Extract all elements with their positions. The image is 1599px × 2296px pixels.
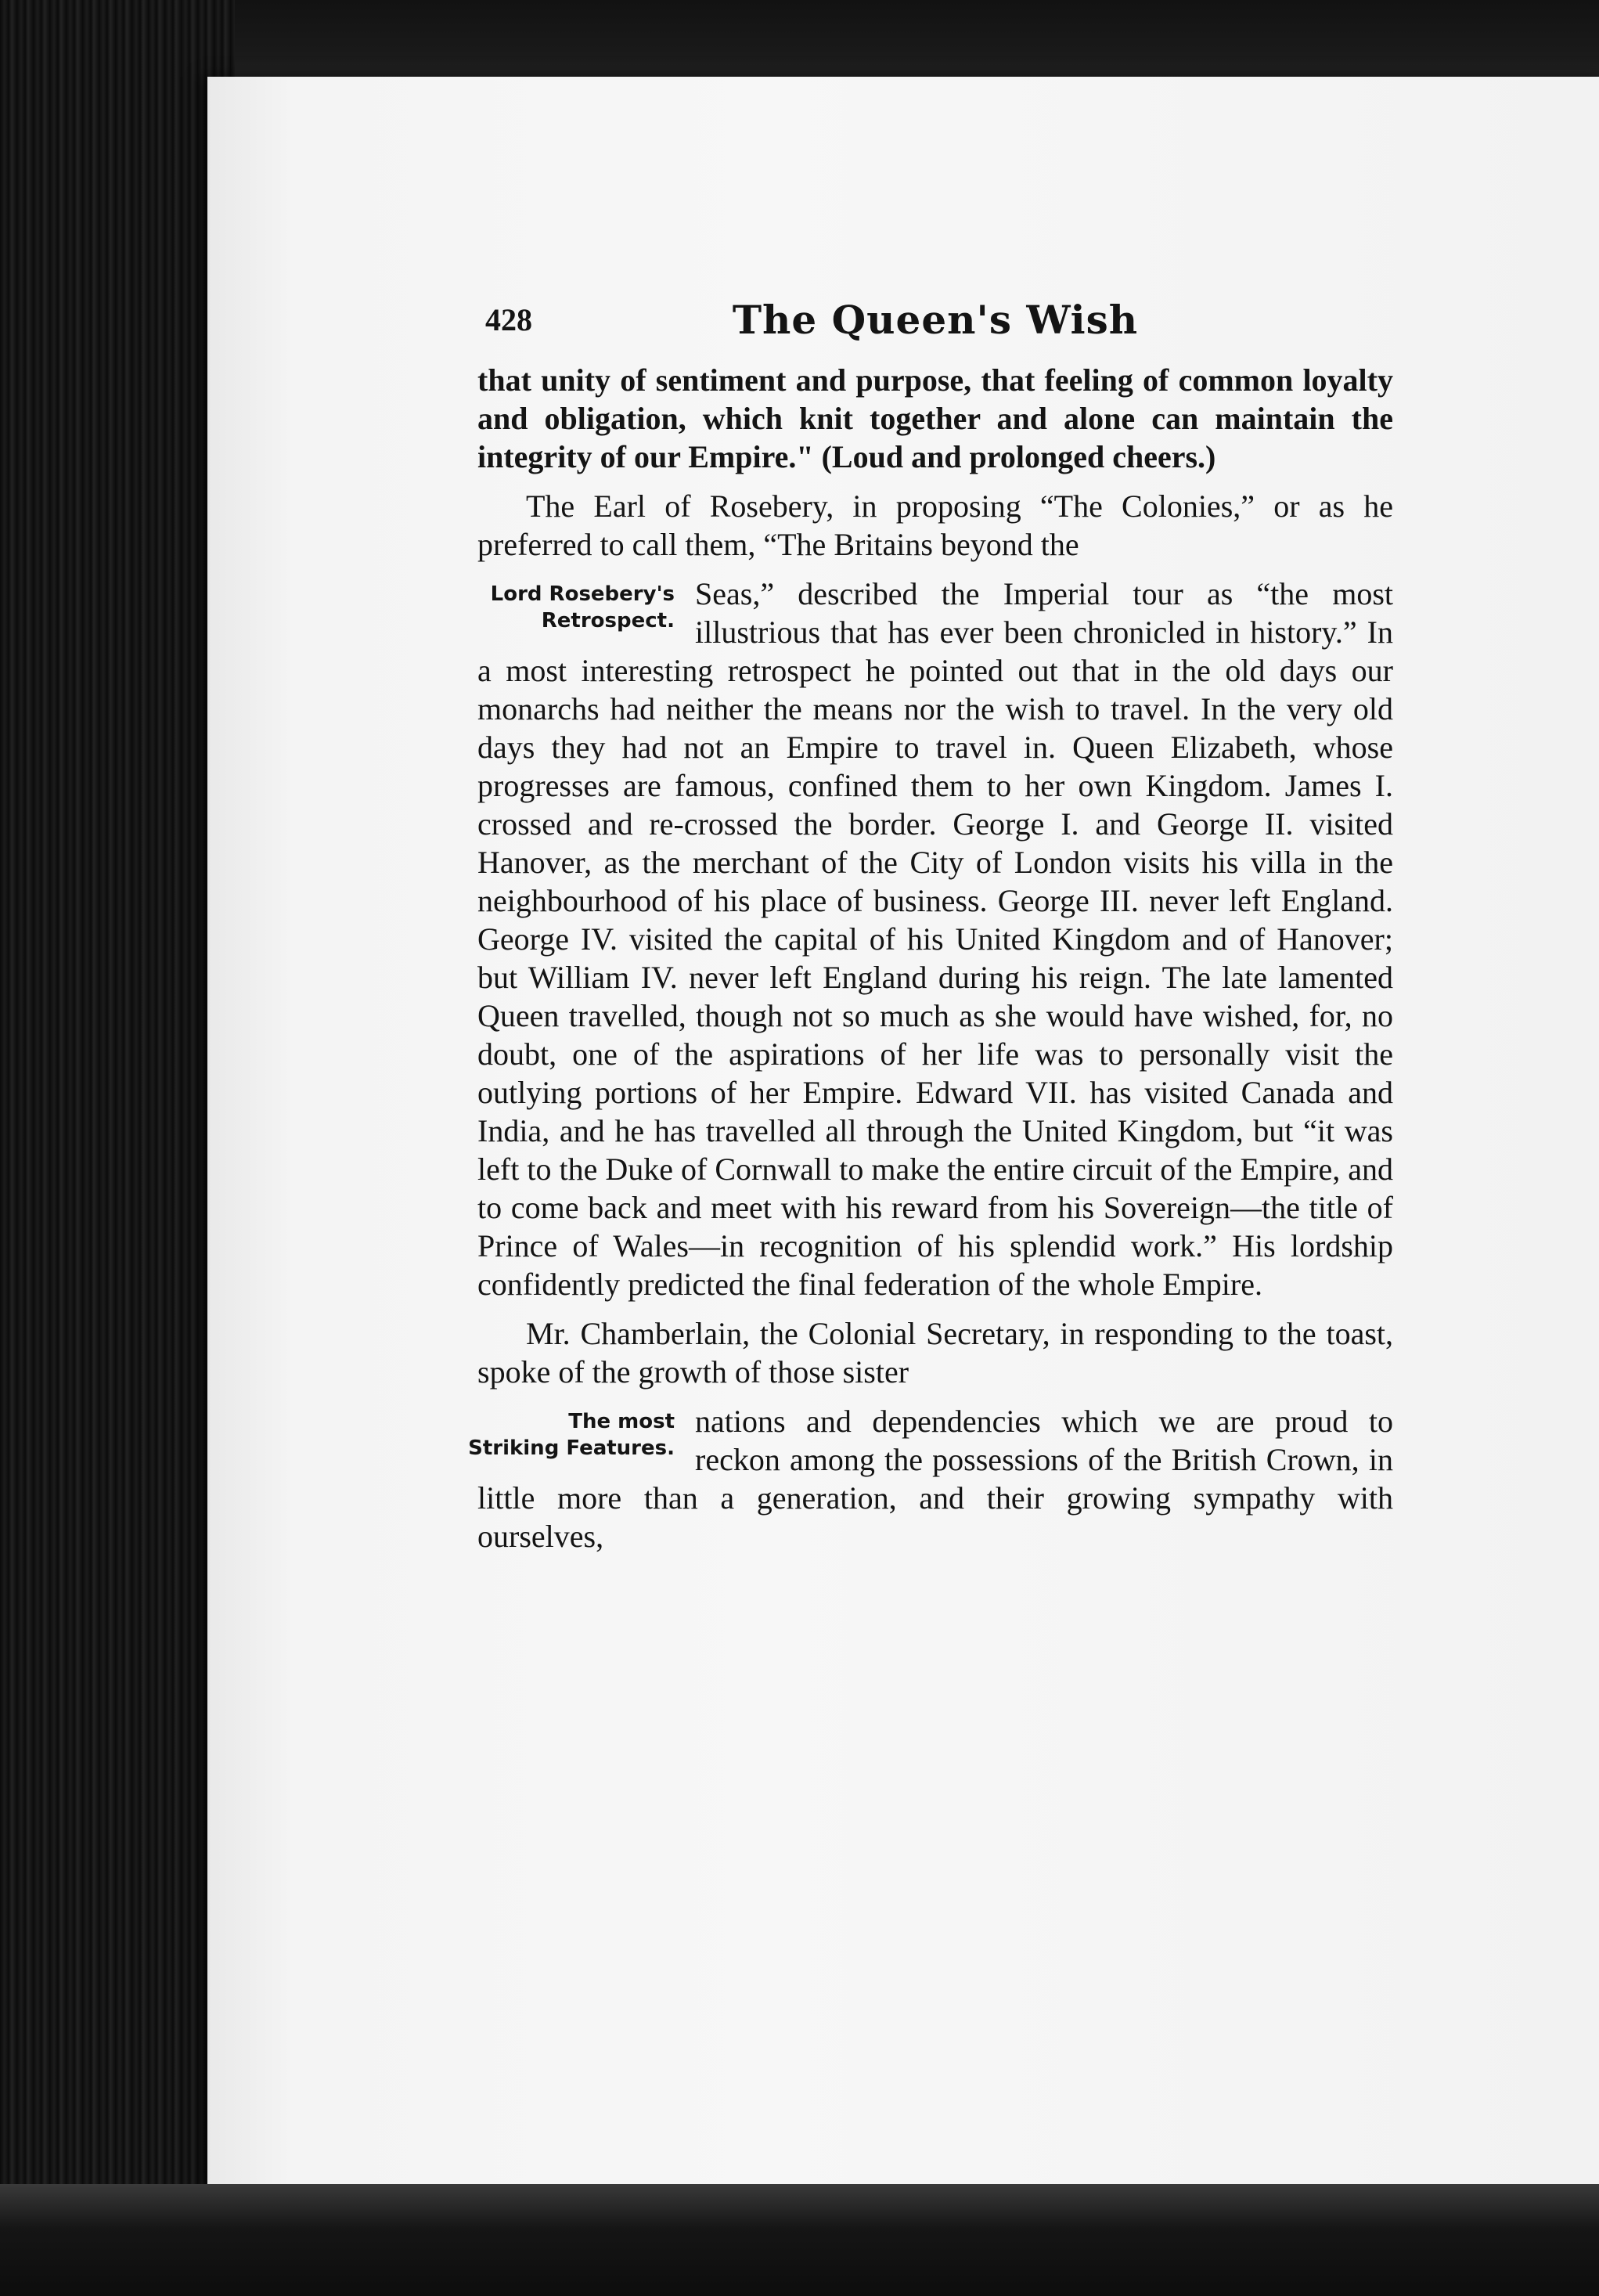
sidenote-rosebery-retrospect [454,581,675,634]
bottom-shadow [0,2184,1599,2296]
paragraph-chamberlain [468,1402,1393,1555]
paragraph-rosebery-body: Seas,” described the Imperial tour as “the most illustrious that has ever been chronicled in history.” In a most interesting retrospect he pointed out that in the old days our monarchs had neither the means nor the wish to travel. In the very old days they had not an Empire to travel in. Queen Elizabeth, whose progresses are famous, confined them to her own Kingdom. James I. crossed and re-crossed the border. George I. and George II. visited Hanover, as the merchant of the City of London visits his villa in the neighbourhood of his place of business. George III. never left England. George IV. visited the capital of his United Kingdom and of Hanover; but William IV. never left England during his reign. The late lamented Queen travelled, though not so much as she would have wished, for, no doubt, one of the aspirations of her life was to personally visit the outlying portions of her Empire. Edward VII. has visited Canada and India, and he has travelled all through the United Kingdom, but “it was left to the Duke of Cornwall to make the entire circuit of the Empire, and to come back and meet with his reward from his Sovereign—the title of Prince of Wales—in recognition of his splendid work.” His lordship confidently predicted the final federation of the whole Empire. [477,576,1393,1302]
sidenote-line: Striking Features. [468,1436,675,1460]
page-text-block [468,297,1393,1566]
paragraph-continuation: that unity of sentiment and purpose, that feeling of common loyalty and obligation, which knit together and alone can maintain the integrity of our Empire." (Loud and prolonged cheers.) [477,362,1393,474]
sidenote-line: Retrospect. [541,609,675,633]
page-number: 428 [485,302,532,337]
running-head [477,297,1393,356]
sidenote-line: The most [568,1410,675,1433]
sidenote-line: Lord Rosebery's [490,582,675,606]
paragraph-chamberlain-intro: Mr. Chamberlain, the Colonial Secretary, in responding to the toast, spoke of the growth of those sister [477,1316,1393,1389]
running-title: The Queen's Wish [732,297,1139,343]
sidenote-striking-features [454,1408,675,1462]
paragraph-chamberlain-body: nations and dependencies which we are proud to reckon among the possessions of the British Crown, in little more than a generation, and their growing sympathy with ourselves, [477,1404,1393,1554]
paragraph-rosebery [477,575,1393,1303]
book-binding-edge [0,0,235,2296]
paragraph-rosebery-intro: The Earl of Rosebery, in proposing “The Colonies,” or as he preferred to call them, “The Britains beyond the [477,488,1393,562]
